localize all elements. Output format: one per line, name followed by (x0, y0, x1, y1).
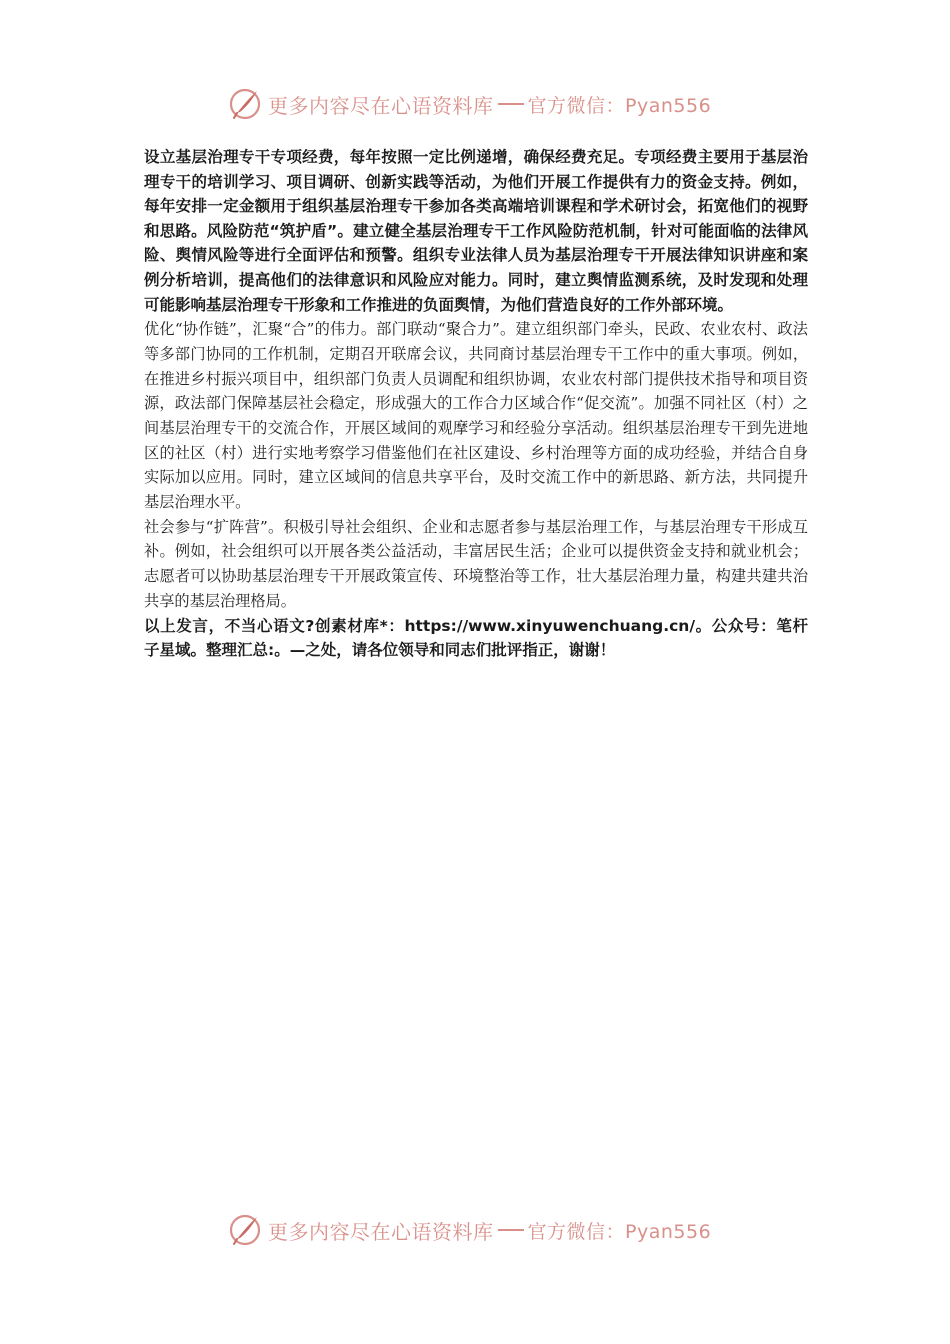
paragraph-closing: 以上发言，不当心语文?创素材库*：https://www.xinyuwenchuang.cn/。公众号：笔杆子星域。整理汇总:。—之处，请各位领导和同志们批评指正，谢谢！ (144, 616, 808, 660)
watermark-text: 更多内容尽在心语资料库 (268, 1219, 494, 1244)
watermark-dash (498, 103, 524, 105)
watermark-wechat: 官方微信：Pyan556 (527, 94, 712, 117)
quill-pen-logo-icon (228, 1213, 262, 1247)
watermark-dash (498, 1229, 524, 1231)
watermark-header (228, 84, 728, 124)
watermark-wechat: 官方微信：Pyan556 (527, 1220, 712, 1243)
paragraph-collaboration: 优化“协作链”，汇聚“合”的伟力。部门联动“聚合力”。建立组织部门牵头，民政、农业农村、政法等多部门协同的工作机制，定期召开联席会议，共同商讨基层治理专干工作中的重大事项。例如，在推进乡村振兴项目中，组织部门负责人员调配和组织协调，农业农村部门提供技术指导和项目资源，政法部门保障基层社会稳定，形成强大的工作合力区域合作“促交流”。加强不同社区（村）之间基层治理专干的交流合作，开展区域间的观摩学习和经验分享活动。组织基层治理专干到先进地区的社区（村）进行实地考察学习借鉴他们在社区建设、乡村治理等方面的成功经验，并结合自身实际加以应用。同时，建立区域间的信息共享平台，及时交流工作中的新思路、新方法，共同提升基层治理水平。 (144, 320, 808, 512)
quill-pen-logo-icon (228, 87, 262, 121)
paragraph-funding-risk: 设立基层治理专干专项经费，每年按照一定比例递增，确保经费充足。专项经费主要用于基层治理专干的培训学习、项目调研、创新实践等活动，为他们开展工作提供有力的资金支持。例如，每年安排一定金额用于组织基层治理专干参加各类高端培训课程和学术研讨会，拓宽他们的视野和思路。风险防范“筑护盾”。建立健全基层治理专干工作风险防范机制，针对可能面临的法律风险、舆情风险等进行全面评估和预警。组织专业法律人员为基层治理专干开展法律知识讲座和案例分析培训，提高他们的法律意识和风险应对能力。同时，建立舆情监测系统，及时发现和处理可能影响基层治理专干形象和工作推进的负面舆情，为他们营造良好的工作外部环境。 (144, 148, 808, 314)
paragraph-social-participation: 社会参与“扩阵营”。积极引导社会组织、企业和志愿者参与基层治理工作，与基层治理专干形成互补。例如，社会组织可以开展各类公益活动，丰富居民生活；企业可以提供资金支持和就业机会；志愿者可以协助基层治理专干开展政策宣传、环境整治等工作，壮大基层治理力量，构建共建共治共享的基层治理格局。 (144, 517, 808, 610)
watermark-text: 更多内容尽在心语资料库 (268, 93, 494, 118)
document-body (144, 145, 808, 663)
watermark-footer (228, 1210, 728, 1250)
